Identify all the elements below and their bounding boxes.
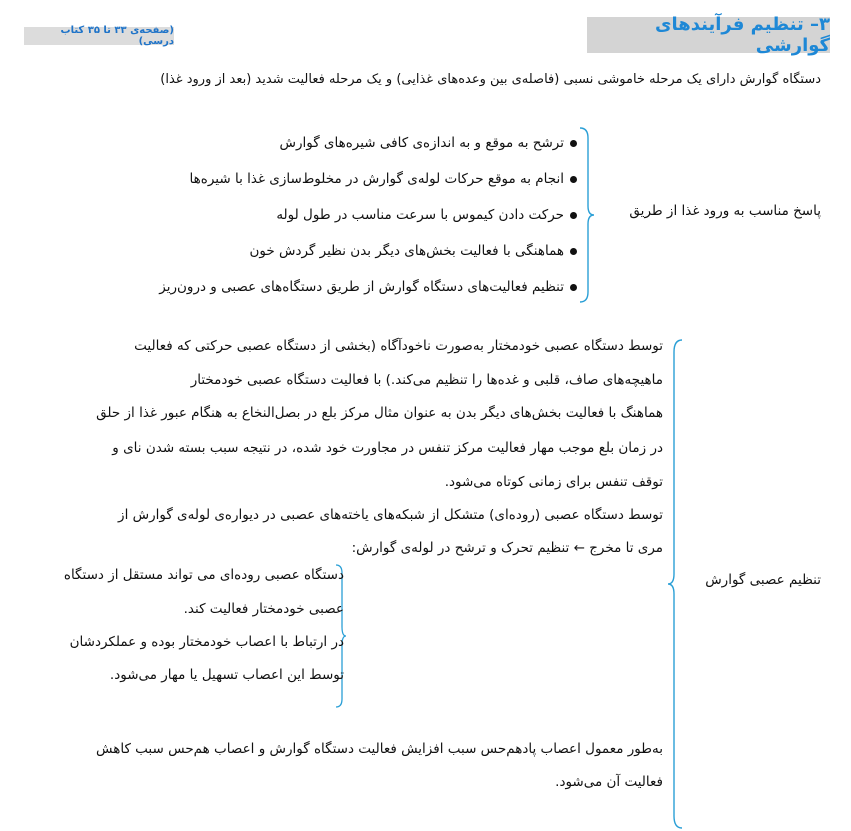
nervous-regulation-label: تنظیم عصبی گوارش bbox=[705, 572, 821, 588]
food-response-label: پاسخ مناسب به ورود غذا از طریق bbox=[629, 203, 821, 219]
text-line: هماهنگ با فعالیت بخش‌های دیگر بدن به عنوان مثال مرکز بلع در بصل‌النخاع به هنگام عبور غذا از حلق bbox=[96, 405, 663, 421]
intro-paragraph: دستگاه گوارش دارای یک مرحله خاموشی نسبی (فاصله‌ی بین وعده‌های غذایی) و یک مرحله فعالیت شدید (بعد از ورود غذا) bbox=[160, 72, 821, 87]
text-line: در ارتباط با اعصاب خودمختار بوده و عملکردشان bbox=[69, 634, 344, 650]
text-line: فعالیت آن می‌شود. bbox=[555, 774, 663, 790]
pages-note: (صفحه‌ی ۳۳ تا ۳۵ کتاب درسی) bbox=[60, 25, 174, 47]
list-item: تنظیم فعالیت‌های دستگاه گوارش از طریق دستگاه‌های عصبی و درون‌ریز bbox=[57, 274, 577, 310]
text-line: توسط دستگاه عصبی (روده‌ای) متشکل از شبکه‌های یاخته‌های عصبی در دیواره‌ی لوله‌ی گوارش از bbox=[118, 507, 663, 523]
brace-section2 bbox=[668, 338, 690, 830]
text-line: به‌طور معمول اعصاب پادهم‌حس سبب افزایش فعالیت دستگاه گوارش و اعصاب هم‌حس سبب کاهش bbox=[96, 741, 663, 757]
text-line: توسط دستگاه عصبی خودمختار به‌صورت ناخودآگاه (بخشی از دستگاه عصبی حرکتی که فعالیت bbox=[134, 338, 663, 354]
text-line: ماهیچه‌های صاف، قلبی و غده‌ها را تنظیم می‌کند.) با فعالیت دستگاه عصبی خودمختار bbox=[190, 372, 663, 388]
list-item: انجام به موقع حرکات لوله‌ی گوارش در مخلوط‌سازی غذا با شیره‌ها bbox=[57, 166, 577, 202]
enteric-notes bbox=[14, 0, 344, 831]
list-item: ترشح به موقع و به اندازه‌ی کافی شیره‌های گوارش bbox=[57, 130, 577, 166]
text-line: دستگاه عصبی روده‌ای می تواند مستقل از دستگاه bbox=[63, 567, 344, 583]
text-line: عصبی خودمختار فعالیت کند. bbox=[183, 601, 344, 617]
list-item: حرکت دادن کیموس با سرعت مناسب در طول لوله bbox=[57, 202, 577, 238]
text-line: توقف تنفس برای زمانی کوتاه می‌شود. bbox=[444, 474, 663, 490]
text-line: توسط این اعصاب تسهیل یا مهار می‌شود. bbox=[109, 667, 344, 683]
text-line: مری تا مخرج ← تنظیم تحرک و ترشح در لوله‌ی گوارش: bbox=[351, 540, 663, 556]
text-line: در زمان بلع موجب مهار فعالیت مرکز تنفس در مجاورت خود شده، در نتیجه سبب بسته شدن نای و bbox=[112, 440, 663, 456]
section-title: ۳– تنظیم فرآیندهای گوارشی bbox=[654, 14, 830, 56]
list-item: هماهنگی با فعالیت بخش‌های دیگر بدن نظیر گردش خون bbox=[57, 238, 577, 274]
